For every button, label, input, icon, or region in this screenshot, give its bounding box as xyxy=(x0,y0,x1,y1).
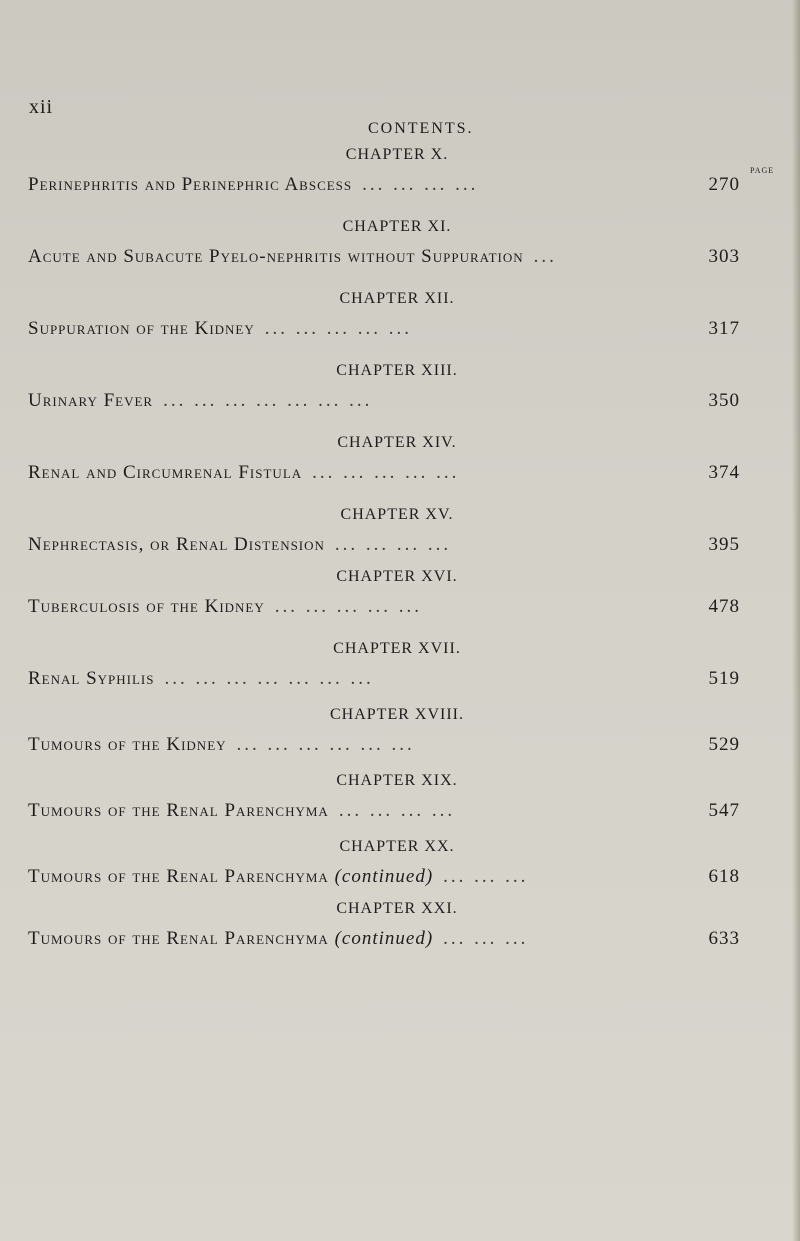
leader-dots: ... ... ... xyxy=(443,928,529,949)
chapter-title: Acute and Subacute Pyelo-nephritis without Suppuration xyxy=(28,246,524,267)
toc-line xyxy=(28,596,740,618)
chapter-heading: CHAPTER XIII. xyxy=(336,362,458,379)
chapter-heading: CHAPTER XI. xyxy=(342,218,452,235)
leader-dots: ... ... ... ... ... xyxy=(312,462,460,483)
leader-dots: ... ... ... xyxy=(443,866,529,887)
chapter-title: Tumours of the Kidney xyxy=(28,734,227,755)
chapter-page-number: 478 xyxy=(708,596,740,617)
leader-dots: ... xyxy=(533,246,557,267)
chapter-heading: CHAPTER XVIII. xyxy=(330,706,464,723)
toc-line xyxy=(28,928,740,950)
chapter-title: Tuberculosis of the Kidney xyxy=(28,596,265,617)
chapter-title: Renal and Circumrenal Fistula xyxy=(28,462,303,483)
chapter-title: Suppuration of the Kidney xyxy=(28,318,255,339)
chapter-heading: CHAPTER XX. xyxy=(339,838,455,855)
toc-entry xyxy=(28,838,740,898)
chapter-title-continued: (continued) xyxy=(334,866,434,887)
toc-entry xyxy=(28,900,740,960)
toc-line xyxy=(28,866,740,888)
leader-dots: ... ... ... ... ... ... ... xyxy=(163,390,373,411)
page-edge-shadow xyxy=(792,0,800,1241)
toc-line xyxy=(28,534,740,556)
toc-line xyxy=(28,462,740,484)
chapter-title: Nephrectasis, or Renal Distension xyxy=(28,534,325,555)
toc-entry xyxy=(28,434,740,494)
leader-dots: ... ... ... ... ... xyxy=(264,318,413,339)
leader-dots: ... ... ... ... ... ... ... xyxy=(164,668,374,689)
toc-entry xyxy=(28,146,740,206)
running-head: CONTENTS. xyxy=(368,120,474,137)
toc-entry xyxy=(28,506,740,566)
chapter-title: Perinephritis and Perinephric Abscess xyxy=(28,174,353,195)
chapter-page-number: 618 xyxy=(708,866,740,887)
toc-line xyxy=(28,174,740,196)
page-number: xii xyxy=(29,96,54,118)
chapter-heading: CHAPTER XII. xyxy=(339,290,455,307)
toc-entry xyxy=(28,640,740,700)
toc-entry xyxy=(28,218,740,278)
leader-dots: ... ... ... ... xyxy=(338,800,456,821)
leader-dots: ... ... ... ... xyxy=(362,174,479,195)
chapter-title: Tumours of the Renal Parenchyma xyxy=(28,866,329,887)
toc-entry xyxy=(28,290,740,350)
chapter-heading: CHAPTER XIX. xyxy=(336,772,458,789)
chapter-title-continued: (continued) xyxy=(334,928,434,949)
chapter-heading: CHAPTER XV. xyxy=(340,506,454,523)
chapter-heading: CHAPTER X. xyxy=(345,146,449,163)
page-column-label: PAGE xyxy=(750,166,775,175)
chapter-page-number: 350 xyxy=(708,390,740,411)
chapter-page-number: 303 xyxy=(708,246,740,267)
toc-entry xyxy=(28,568,740,628)
chapter-title: Urinary Fever xyxy=(28,390,154,411)
toc-line xyxy=(28,800,740,822)
toc-line xyxy=(28,668,740,690)
chapter-page-number: 529 xyxy=(708,734,740,755)
toc-line xyxy=(28,318,740,340)
chapter-heading: CHAPTER XVI. xyxy=(336,568,458,585)
chapter-title: Tumours of the Renal Parenchyma xyxy=(28,928,329,949)
leader-dots: ... ... ... ... ... ... xyxy=(236,734,415,755)
chapter-title: Tumours of the Renal Parenchyma xyxy=(28,800,329,821)
toc-entry xyxy=(28,706,740,766)
toc-entry xyxy=(28,772,740,832)
chapter-page-number: 547 xyxy=(708,800,740,821)
chapter-heading: CHAPTER XVII. xyxy=(333,640,461,657)
leader-dots: ... ... ... ... xyxy=(334,534,452,555)
chapter-heading: CHAPTER XXI. xyxy=(336,900,458,917)
leader-dots: ... ... ... ... ... xyxy=(274,596,422,617)
chapter-heading: CHAPTER XIV. xyxy=(337,434,457,451)
toc-line xyxy=(28,246,740,268)
toc-line xyxy=(28,734,740,756)
chapter-page-number: 633 xyxy=(708,928,740,949)
toc-line xyxy=(28,390,740,412)
toc-entry xyxy=(28,362,740,422)
chapter-page-number: 395 xyxy=(708,534,740,555)
chapter-title: Renal Syphilis xyxy=(28,668,155,689)
chapter-page-number: 270 xyxy=(708,174,740,195)
chapter-page-number: 374 xyxy=(708,462,740,483)
chapter-page-number: 317 xyxy=(708,318,740,339)
chapter-page-number: 519 xyxy=(708,668,740,689)
